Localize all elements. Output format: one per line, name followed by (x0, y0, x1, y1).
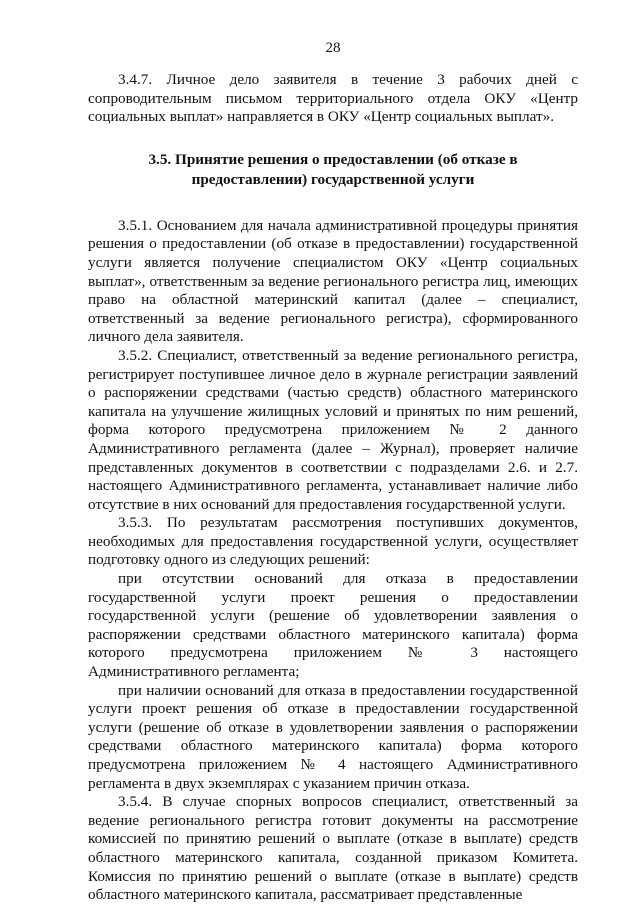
section-heading-line-2: предоставлении) государственной услуги (191, 170, 475, 188)
paragraph-3-5-4: 3.5.4. В случае спорных вопросов специалист, ответственный за ведение регионального регистра готовит документы на рассмотрение комиссией по принятию решений о выплате (отказе в выплате) средств областного материнского капитала, созданной приказом Комитета. Комиссия по принятию решений о выплате (отказе в выплате) средств областного материнского капитала, рассматривает представленные (88, 793, 578, 904)
section-heading-3-5 (88, 150, 578, 190)
paragraph-3-5-3: 3.5.3. По результатам рассмотрения поступивших документов, необходимых для предоставления государственной услуги, осуществляет подготовку одного из следующих решений: (88, 514, 578, 569)
section-heading-line-1: 3.5. Принятие решения о предоставлении (об отказе в (148, 150, 518, 168)
paragraph-3-5-2: 3.5.2. Специалист, ответственный за ведение регионального регистра, регистрирует поступившее личное дело в журнале регистрации заявлений о распоряжении средствами (частью средств) областного материнского капитала на улучшение жилищных условий и принятых по ним решений, форма которого предусмотрена приложением № 2 данного Административного регламента (далее – Журнал), проверяет наличие представленных документов в соответствии с подразделами 2.6. и 2.7. настоящего Административного регламента, устанавливает наличие либо отсутствие в них оснований для предоставления государственной услуги. (88, 346, 578, 513)
paragraph-3-5-1: 3.5.1. Основанием для начала административной процедуры принятия решения о предоставлении (об отказе в предоставлении) государственной услуги является получение специалистом ОКУ «Центр социальных выплат», ответственным за ведение регионального регистра лиц, имеющих право на областной материнский капитал (далее – специалист, ответственный за ведение регионального регистра), сформированного личного дела заявителя. (88, 216, 578, 346)
page-number: 28 (325, 40, 341, 56)
paragraph-3-4-7: 3.4.7. Личное дело заявителя в течение 3 рабочих дней с сопроводительным письмом территориального отдела ОКУ «Центр социальных выплат» направляется в ОКУ «Центр социальных выплат». (88, 71, 578, 126)
paragraph-3-5-3-option-approve: при отсутствии оснований для отказа в предоставлении государственной услуги проект решения о предоставлении государственной услуги (решение об удовлетворении заявления о распоряжении средствами областного материнского капитала) форма которого предусмотрена приложением № 3 настоящего Административного регламента; (88, 570, 578, 681)
paragraph-3-5-3-option-refuse: при наличии оснований для отказа в предоставлении государственной услуги проект решения об отказе в предоставлении государственной услуги (решение об отказе в удовлетворении заявления о распоряжении средствами областного материнского капитала) форма которого предусмотрена приложением № 4 настоящего Административного регламента в двух экземплярах с указанием причин отказа. (88, 681, 578, 792)
